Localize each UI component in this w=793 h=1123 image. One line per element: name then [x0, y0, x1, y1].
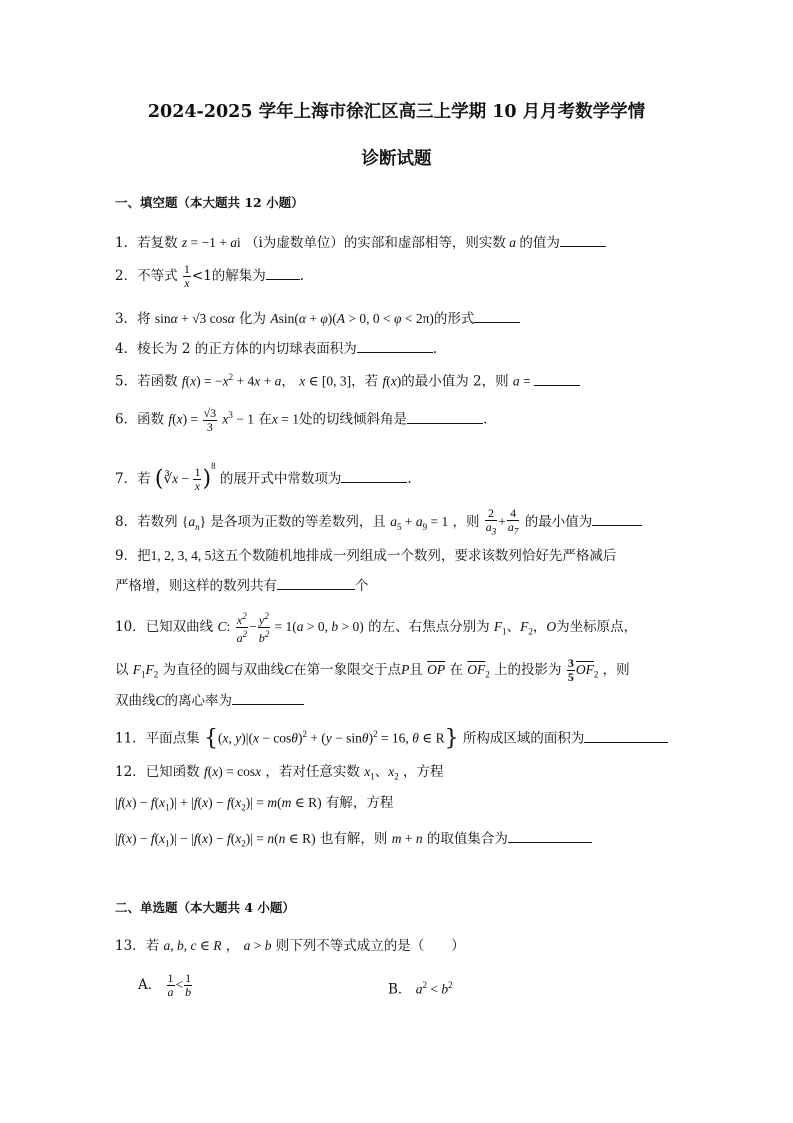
question-5: 5．若函数 $f(x) = -x^2 + 4x + a$， x ∈ [0, 3]，若 f(x)的最小值为 2，则 a =: [115, 367, 580, 392]
question-11: 11．平面点集 {(x, $y)|(x - \cos\theta)^2 + (y - \sin\theta)^2 = 16$, θ ∈ R} 所构成区域的面积为: [115, 724, 668, 749]
answer-blank[interactable]: [341, 468, 407, 483]
question-13: 13．若 a, b, c ∈ R ， a > b 则下列不等式成立的是（ ）: [115, 938, 465, 954]
section-fill-in-header: 一、填空题（本大题共 12 小题）: [115, 195, 304, 210]
question-3: 3．将 sinα + √3 cosα 化为 Asin(α + φ)(A > 0, 0 < φ < 2π)的形式: [115, 308, 520, 329]
answer-blank[interactable]: [407, 409, 483, 424]
option-a[interactable]: A． $\frac{1}{a}$ < $\frac{1}{b}$: [138, 971, 192, 999]
question-10-cont1: 以 $F_1F_2$ 为直径的圆与双曲线C在第一象限交于点P且 $\overline{OP}$ 在 $\overline{OF}_2$ 上的投影为 $\frac{3}{5}$ $\overline{OF}_2$ ，则: [115, 656, 630, 684]
answer-blank[interactable]: [357, 338, 433, 353]
question-12: 12．已知函数 f(x) = cosx ，若对任意实数 $x_1$、$x_2$ ，方程: [115, 764, 444, 782]
question-10-cont2: 双曲线C的离心率为: [115, 690, 304, 711]
answer-blank[interactable]: [277, 575, 355, 590]
question-2: 2．不等式 $\frac{1}{x}$ <1的解集为 .: [115, 262, 305, 290]
question-9: 9．把1, 2, 3, 4, 5这五个数随机地排成一列组成一个数列，要求该数列恰好先严格减后: [115, 548, 617, 564]
question-12-eq2: $|f(x) - f(x_1)| - |f(x) - f(x_2)| = n(n$ ∈ R) 也有解，则 m + n 的取值集合为: [115, 828, 592, 854]
question-6: 6．函数 f(x) = $\frac{√3}{3}$ $x^3 - 1$ 在x = 1处的切线倾斜角是 .: [115, 405, 488, 434]
question-7: 7．若 (∛x − $\frac{1}{x}$ )$^8$ 的展开式中常数项为 .: [115, 461, 412, 493]
answer-blank[interactable]: [592, 511, 642, 526]
option-b[interactable]: B． $a^2 < b^2$: [388, 980, 453, 998]
question-9-cont: 严格增，则这样的数列共有 个: [115, 575, 369, 596]
answer-blank[interactable]: [508, 828, 592, 843]
question-8: 8．若数列 $\{a_n\}$ 是各项为正数的等差数列，且 $a_5 + a_9 = 1$ ，则 $\frac{2}{a_3}$ + $\frac{4}{a_7}$ 的最小值为: [115, 507, 642, 538]
doc-title-line1: 2024-2025 学年上海市徐汇区高三上学期 10 月月考数学学情: [147, 102, 646, 122]
question-12-eq1: $|f(x) - f(x_1)| + |f(x) - f(x_2)| = m(m$ ∈ R) 有解，方程: [115, 795, 394, 813]
section-single-choice-header: 二、单选题（本大题共 4 小题）: [115, 900, 295, 915]
answer-blank[interactable]: [560, 232, 606, 247]
answer-blank[interactable]: [266, 265, 300, 280]
answer-blank[interactable]: [534, 371, 580, 386]
answer-blank[interactable]: [232, 690, 304, 705]
answer-blank[interactable]: [584, 728, 668, 743]
question-10: 10．已知双曲线 C: $\frac{x^2}{a^2}$ − $\frac{y^2}{b^2}$ = 1(a > 0, b > 0) 的左、右焦点分别为 $F_1$、$F_2$，O为坐标原点，: [115, 611, 638, 645]
question-4: 4．棱长为 2 的正方体的内切球表面积为 .: [115, 338, 437, 359]
question-1: 1．若复数 z = −1 + ai （i为虚数单位）的实部和虚部相等，则实数 a 的值为: [115, 232, 606, 253]
doc-title-line2: 诊断试题: [361, 149, 432, 169]
answer-blank[interactable]: [474, 308, 520, 323]
